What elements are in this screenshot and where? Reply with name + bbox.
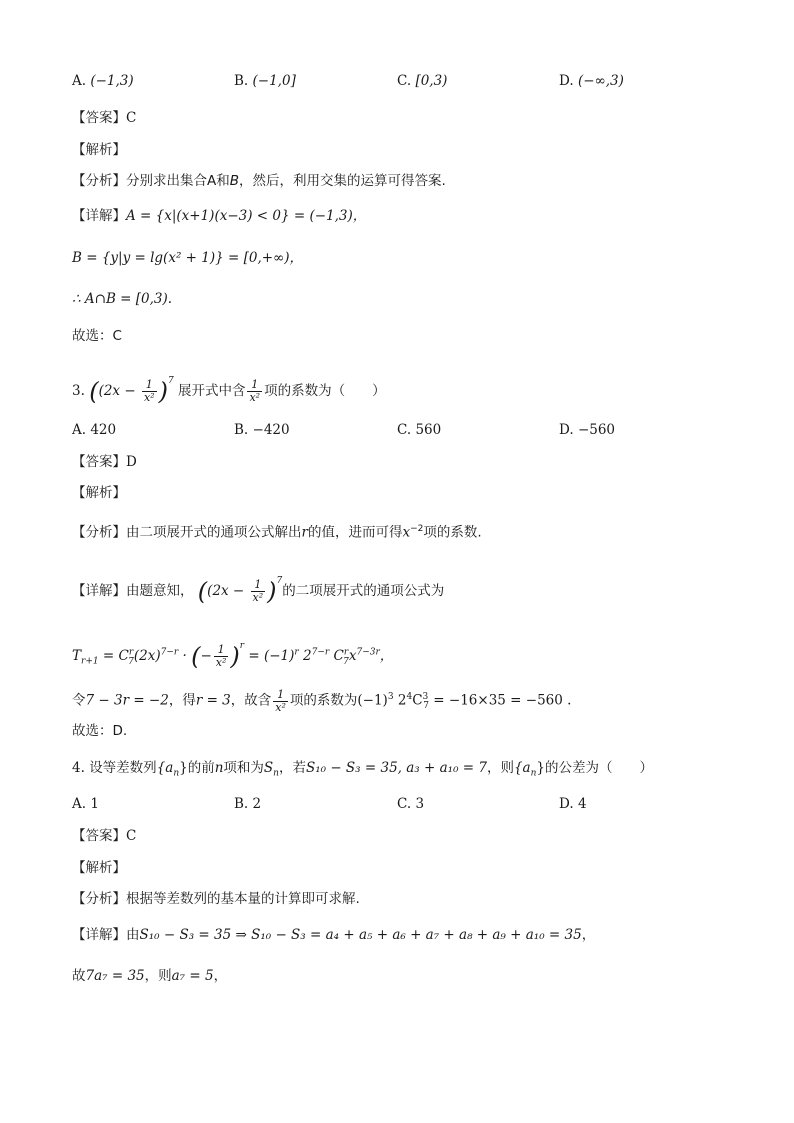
q4-fenxi: 【分析】根据等差数列的基本量的计算即可求解. xyxy=(72,891,360,907)
q2-detail-3: ∴ A∩B = [0,3). xyxy=(72,291,173,307)
q3-option-b: B. −420 xyxy=(234,422,290,438)
q3-solve: 令7 − 3r = −2，得r = 3，故含 $\frac{1}{\text{x²}}$ 项的系数为$(-1)^3$ $2^4C^3_7 = -16\times 35 = -560$ . xyxy=(72,687,572,714)
q2-option-b: B. (−1,0] xyxy=(234,73,296,89)
q3-fenxi: 【分析】由二项展开式的通项公式解出r的值，进而可得$x^{-2}$项的系数. xyxy=(72,524,482,541)
q4-detail: 【详解】由S₁₀ − S₃ = 35 ⇒ S₁₀ − S₃ = a₄ + a₅ + a₆ + a₇ + a₈ + a₉ + a₁₀ = 35， xyxy=(72,927,596,943)
q3-stem: 3. ((2x − $\frac{1}{\text{x²}}$ )$^7$ 展开式中含 $\frac{1}{\text{x²}}$ 项的系数为（ ） xyxy=(72,372,386,404)
q4-last: 故7a₇ = 35，则a₇ = 5， xyxy=(72,968,228,984)
q2-answer: 【答案】C xyxy=(72,110,137,126)
q2-fenxi: 【分析】分别求出集合A和B，然后，利用交集的运算可得答案. xyxy=(72,173,446,189)
q3-option-a: A. 420 xyxy=(72,422,117,438)
q2-choose: 故选：C xyxy=(72,328,122,344)
q2-analysis-heading: 【解析】 xyxy=(72,142,126,158)
q2-option-a: A. (−1,3) xyxy=(72,73,134,89)
q2-option-c: C. [0,3) xyxy=(397,73,448,89)
q3-option-d: D. −560 xyxy=(559,422,616,438)
q3-analysis-heading: 【解析】 xyxy=(72,485,126,501)
q4-option-b: B. 2 xyxy=(234,796,262,812)
q3-option-c: C. 560 xyxy=(397,422,442,438)
q2-detail-1: 【详解】A = {x|(x+1)(x−3) < 0} = (−1,3)， xyxy=(72,208,367,224)
q3-fraction: $\frac{1}{\text{x²}}$ xyxy=(143,378,155,404)
q2-detail-2: B = {y|y = lg(x² + 1)} = [0,+∞)， xyxy=(72,250,304,266)
q4-answer: 【答案】C xyxy=(72,828,137,844)
q3-binomial: ((2x − $\frac{1}{\text{x²}}$ )$^7$ xyxy=(89,376,174,406)
q3-answer: 【答案】D xyxy=(72,454,137,470)
q4-analysis-heading: 【解析】 xyxy=(72,860,126,876)
q3-choose: 故选：D. xyxy=(72,723,128,739)
q3-detail: 【详解】由题意知， ((2x − $\frac{1}{\text{x²}}$ )$^7$的二项展开式的通项公式为 xyxy=(72,576,445,606)
q4-option-c: C. 3 xyxy=(397,796,425,812)
q4-option-d: D. 4 xyxy=(559,796,587,812)
q3-term-fraction: $\frac{1}{\text{x²}}$ xyxy=(249,378,261,404)
q2-option-d: D. (−∞,3) xyxy=(559,73,624,89)
q4-stem: 4. 设等差数列$\{a_n\}$的前n项和为$S_n$，若S₁₀ − S₃ = 35, a₃ + a₁₀ = 7，则$\{a_n\}$的公差为（ ） xyxy=(72,760,653,779)
q3-general-term-formula: $T_{r+1} = C^r_7(2x)^{7-r}$ · (− $\frac{1}{\text{x²}}$ )$^r = (-1)^r$ $2^{7-r}$ $C^r_7x^{7-3r}$， xyxy=(72,641,394,671)
q4-option-a: A. 1 xyxy=(72,796,99,812)
